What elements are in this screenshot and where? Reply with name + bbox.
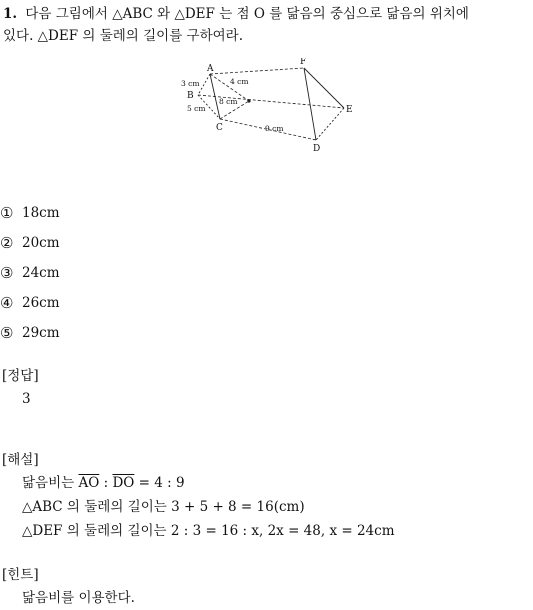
choice-text: 20cm — [22, 235, 60, 251]
segment-do: $\overline{DO}$ — [112, 475, 135, 491]
choice-marker: ③ — [0, 264, 14, 282]
label-e: E — [346, 105, 353, 115]
segment-ao: $\overline{AO}$ — [78, 475, 100, 491]
hint-label: [힌트] — [2, 567, 39, 583]
problem-text-line2: 있다. △DEF 의 둘레의 길이를 구하여라. — [3, 28, 243, 44]
measure-od: 9 cm — [265, 124, 284, 133]
label-d: D — [313, 144, 321, 154]
measure-bc: 5 cm — [187, 104, 206, 113]
label-b: B — [187, 91, 194, 101]
explanation-line-3: △DEF 의 둘레의 길이는 2 : 3 = 16 : x, 2x = 48, x = 24cm — [22, 523, 395, 539]
measure-ao: 4 cm — [230, 77, 249, 86]
choice-text: 18cm — [22, 205, 60, 221]
explanation-body — [2, 471, 395, 543]
choice-marker: ⑤ — [0, 324, 14, 342]
label-f: F — [300, 58, 307, 67]
measure-ac: 8 cm — [219, 97, 238, 106]
explanation-line-1 — [22, 471, 395, 495]
triangle-def — [304, 68, 344, 140]
choice-marker: ④ — [0, 294, 14, 312]
answer-label: [정답] — [2, 368, 39, 384]
center-point-o — [247, 99, 250, 102]
choice-marker: ② — [0, 234, 14, 252]
choice-marker: ① — [0, 204, 14, 222]
label-a: A — [207, 64, 214, 74]
ratio-prefix: 닮음비는 — [22, 475, 79, 491]
label-c: C — [216, 123, 223, 133]
problem-text-line1: 다음 그림에서 △ABC 와 △DEF 는 점 O 를 닮음의 중심으로 닮음의 위치에 — [25, 6, 469, 22]
choice-1[interactable] — [0, 198, 60, 228]
similarity-figure — [176, 58, 366, 158]
problem-statement — [3, 3, 531, 47]
explanation-label: [해설] — [2, 452, 39, 468]
problem-line-1 — [3, 3, 531, 25]
choice-text: 26cm — [22, 295, 60, 311]
choice-3[interactable] — [0, 258, 60, 288]
explanation-line-2: △ABC 의 둘레의 길이는 3 + 5 + 8 = 16(cm) — [22, 499, 305, 515]
question-number: 1. — [3, 6, 18, 22]
explanation-section — [2, 449, 395, 543]
ratio-separator: : — [99, 475, 113, 491]
choice-4[interactable] — [0, 288, 60, 318]
measure-ab: 3 cm — [181, 79, 200, 88]
choice-text: 29cm — [22, 325, 60, 341]
choice-text: 24cm — [22, 265, 60, 281]
hint-text: 닮음비를 이용한다. — [22, 590, 135, 606]
answer-value: 3 — [22, 391, 31, 407]
ratio-value: = 4 : 9 — [134, 475, 185, 491]
hint-section — [2, 564, 135, 610]
answer-section — [2, 365, 39, 411]
choice-list — [0, 198, 60, 348]
choice-5[interactable] — [0, 318, 60, 348]
choice-2[interactable] — [0, 228, 60, 258]
